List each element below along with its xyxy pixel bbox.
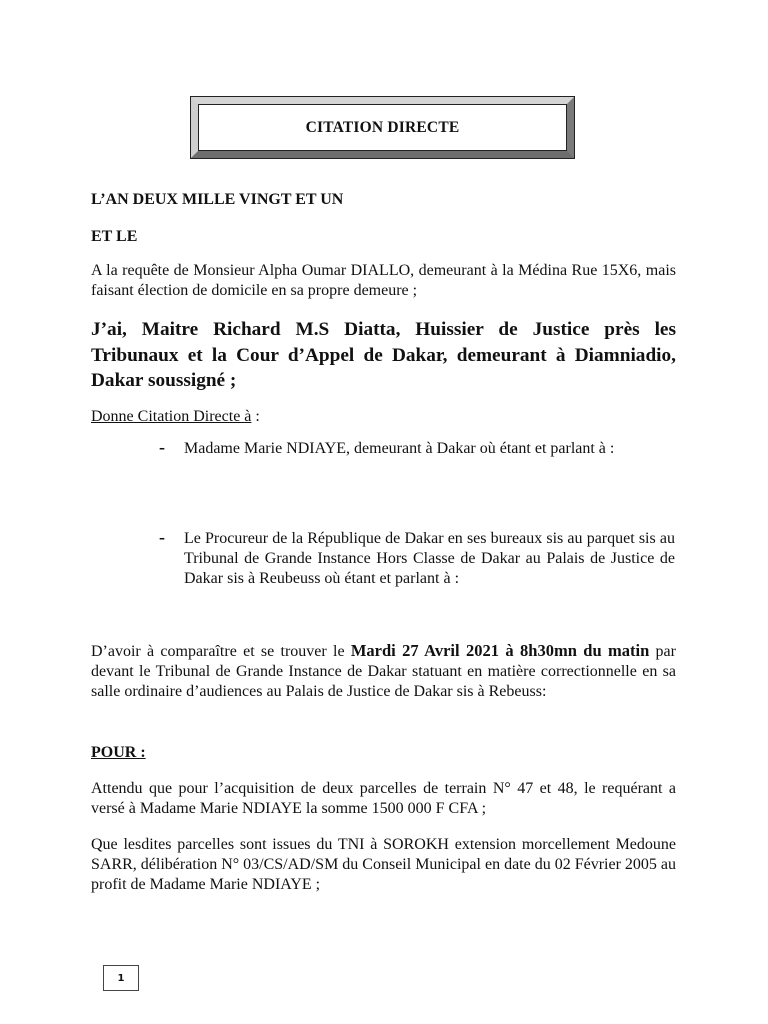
dash-icon: - bbox=[159, 527, 165, 547]
appear-date: Mardi 27 Avril 2021 à 8h30mn du matin bbox=[350, 641, 650, 660]
appear-paragraph bbox=[91, 641, 676, 702]
title-box bbox=[191, 97, 574, 158]
document-title: CITATION DIRECTE bbox=[198, 104, 567, 151]
pour-heading: POUR : bbox=[91, 744, 146, 761]
bullet-text: Madame Marie NDIAYE, demeurant à Dakar où étant et parlant à : bbox=[184, 440, 615, 457]
dash-icon: - bbox=[159, 437, 165, 457]
summons-colon: : bbox=[251, 408, 260, 425]
bailiff-paragraph: J’ai, Maitre Richard M.S Diatta, Huissier de Justice près les Tribunaux et la Cour d’Appel de Dakar, demeurant à Diamniadio, Dakar soussigné ; bbox=[91, 319, 676, 391]
appear-before: D’avoir à comparaître et se trouver le bbox=[91, 643, 351, 660]
summons-heading-line bbox=[91, 407, 676, 427]
year-line: L’AN DEUX MILLE VINGT ET UN bbox=[91, 191, 344, 208]
request-paragraph: A la requête de Monsieur Alpha Oumar DIALLO, demeurant à la Médina Rue 15X6, mais faisant élection de domicile en sa propre demeure ; bbox=[91, 262, 676, 299]
page-number: 1 bbox=[103, 965, 139, 991]
bullet-text: Le Procureur de la République de Dakar en ses bureaux sis au parquet sis au Tribunal de Grande Instance Hors Classe de Dakar au Palais de Justice de Dakar sis à Reubeuss où étant et parlant à : bbox=[184, 530, 675, 587]
parcelles-paragraph: Que lesdites parcelles sont issues du TNI à SOROKH extension morcellement Medoune SARR, délibération N° 03/CS/AD/SM du Conseil Municipal en date du 02 Février 2005 au profit de Madame Marie NDIAYE ; bbox=[91, 836, 677, 893]
summons-heading: Donne Citation Directe à bbox=[91, 408, 252, 425]
appear-after: par devant le Tribunal de Grande Instance de Dakar statuant en matière correctionnelle en sa salle ordinaire d’audiences au Palais de Justice de Dakar sis à Rebeuss: bbox=[91, 643, 676, 700]
attendu-paragraph: Attendu que pour l’acquisition de deux parcelles de terrain N° 47 et 48, le requérant a versé à Madame Marie NDIAYE la somme 1500 000 F CFA ; bbox=[91, 780, 676, 817]
date-line: ET LE bbox=[91, 228, 138, 245]
